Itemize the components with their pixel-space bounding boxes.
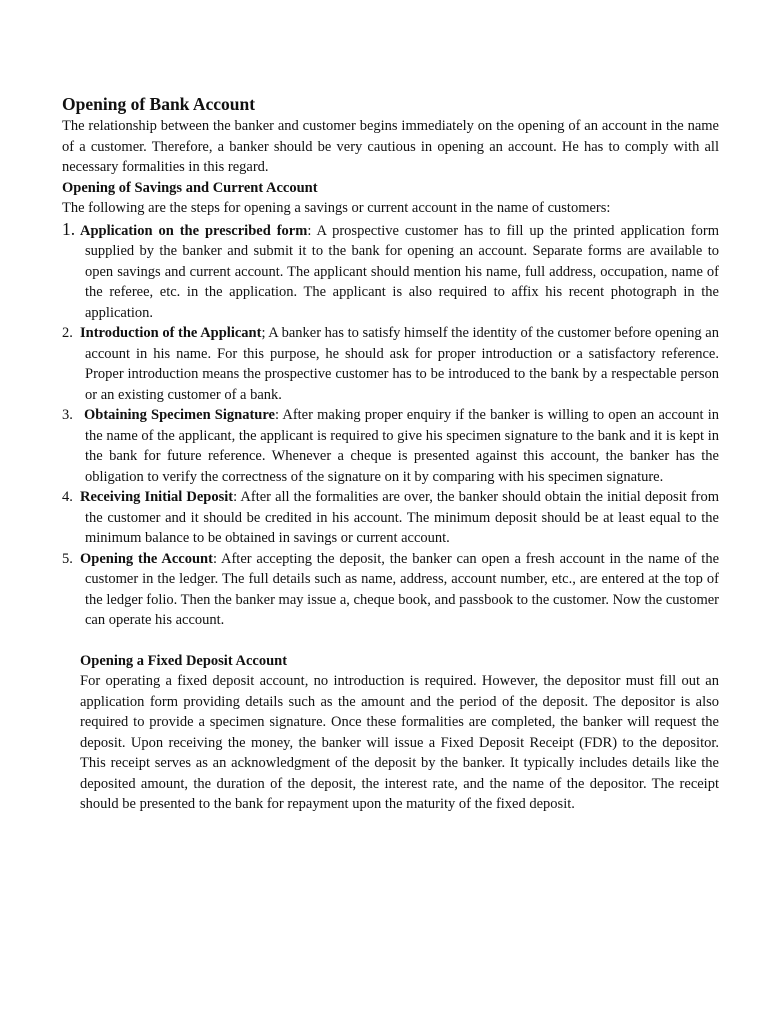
fixed-deposit-heading: Opening a Fixed Deposit Account	[80, 652, 288, 669]
step-text: A banker has to satisfy himself the identity of the customer before opening an account in his name. For this purpose, he should ask for proper introduction or a satisfactory reference. Proper introduction means the prospective customer has to be introduced to the bank by a respectable person or an existing customer of a bank.	[85, 325, 719, 403]
step-separator: :	[274, 407, 279, 423]
intro-paragraph: The relationship between the banker and customer begins immediately on the opening of an account in the name of a customer. Therefore, a banker should be very cautious in opening an account. He has to comply with all necessary formalities in this regard.	[62, 118, 719, 175]
list-number: 3.	[62, 407, 73, 423]
step-text: After making proper enquiry if the banker is willing to open an account in the name of the applicant, the applicant is required to give his specimen signature to the bank and it is kept in the bank for future reference. Whenever a cheque is presented against this account, the banker has the obligation to verify the correctness of the signature on it by comparing with his specimen signature.	[85, 407, 719, 485]
steps-list	[62, 219, 719, 631]
document-page	[62, 92, 719, 815]
list-number: 4.	[62, 489, 73, 505]
step-term: Opening the Account	[80, 550, 213, 567]
fixed-deposit-paragraph: For operating a fixed deposit account, no introduction is required. However, the depositor must fill out an application form providing details such as the amount and the period of the deposit. The depositor is also required to provide a specimen signature. Once these formalities are completed, the banker will request the deposit. Upon receiving the money, the banker will issue a Fixed Deposit Receipt (FDR) to the depositor. This receipt serves as an acknowledgment of the deposit by the banker. It typically includes details like the deposited amount, the duration of the deposit, the interest rate, and the name of the depositor. The receipt should be presented to the bank for repayment upon the maturity of the fixed deposit.	[80, 673, 719, 812]
step-term: Obtaining Specimen Signature	[84, 407, 275, 423]
step-text: After all the formalities are over, the banker should obtain the initial deposit from the customer and it should be credited in his account. The minimum deposit should be at least equal to the minimum balance to be obtained in savings or current account.	[85, 489, 719, 546]
step-term: Receiving Initial Deposit	[80, 489, 234, 505]
step-separator: :	[307, 222, 312, 239]
list-number: 2.	[62, 325, 73, 341]
steps-lead: The following are the steps for opening a savings or current account in the name of customers:	[62, 200, 611, 216]
list-item	[62, 219, 719, 324]
list-number: 1.	[62, 218, 76, 239]
step-term: Introduction of the Applicant	[80, 325, 262, 341]
list-item	[62, 549, 719, 631]
list-item	[62, 323, 719, 405]
list-item	[62, 487, 719, 549]
page-title: Opening of Bank Account	[62, 94, 256, 114]
savings-current-heading: Opening of Savings and Current Account	[62, 179, 318, 196]
step-separator: ;	[261, 325, 266, 341]
step-separator: :	[212, 550, 217, 567]
step-text: A prospective customer has to fill up the printed application form supplied by the banker and submit it to the bank for opening an account. Separate forms are available to open savings and current account. The applicant should mention his name, full address, occupation, name of the referee, etc. in the application. The applicant is also required to affix his recent photograph in the application.	[85, 222, 719, 321]
step-term: Application on the prescribed form	[80, 222, 308, 239]
list-number: 5.	[62, 550, 73, 567]
step-text: After accepting the deposit, the banker can open a fresh account in the name of the customer in the ledger. The full details such as name, address, account number, etc., are entered at the top of the ledger folio. Then the banker may issue a, cheque book, and passbook to the customer. Now the customer can operate his account.	[85, 550, 720, 628]
fixed-deposit-section	[80, 651, 719, 815]
list-item	[62, 405, 719, 487]
step-separator: :	[233, 489, 238, 505]
